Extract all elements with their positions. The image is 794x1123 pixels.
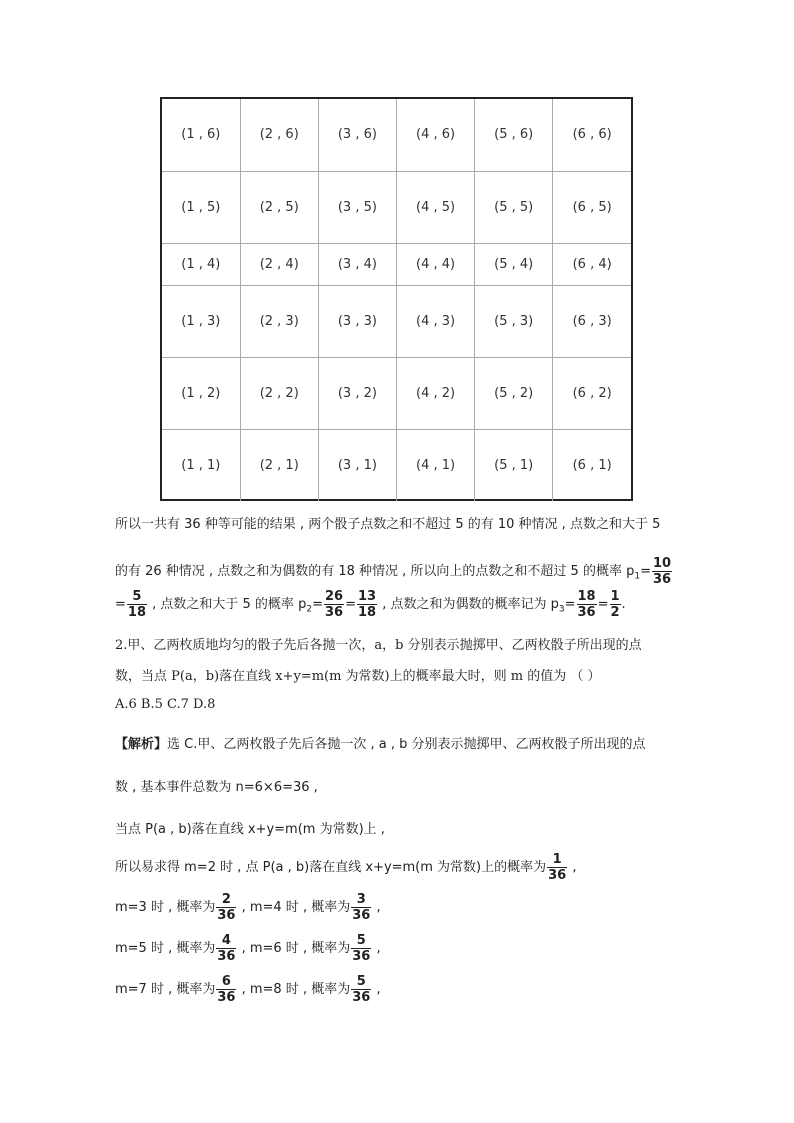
outcome-grid bbox=[160, 97, 633, 501]
fraction-numerator: 1 bbox=[610, 589, 620, 604]
table-cell: (1 , 1) bbox=[162, 429, 240, 501]
comma: , bbox=[372, 900, 381, 915]
table-cell: (5 , 6) bbox=[475, 99, 553, 171]
table-cell: (4 , 3) bbox=[396, 285, 474, 357]
fraction-numerator: 5 bbox=[351, 933, 371, 949]
q2-line1: 2.甲、乙两枚质地均匀的骰子先后各抛一次，a，b 分别表示抛掷甲、乙两枚骰子所出现的点 bbox=[115, 638, 642, 653]
table-cell: (6 , 5) bbox=[553, 171, 631, 243]
table-cell: (3 , 5) bbox=[318, 171, 396, 243]
table-row bbox=[162, 171, 631, 243]
fraction-denominator: 36 bbox=[352, 908, 371, 923]
analysis-line7 bbox=[115, 974, 381, 1005]
fraction-numerator: 4 bbox=[216, 933, 236, 949]
analysis-line7-text-a: m=7 时 , 概率为 bbox=[115, 982, 216, 997]
p2-subscript: 2 bbox=[306, 604, 313, 615]
fraction-4-36 bbox=[216, 933, 236, 964]
analysis-line6 bbox=[115, 933, 381, 964]
table-cell: (5 , 5) bbox=[475, 171, 553, 243]
fraction-denominator: 36 bbox=[352, 990, 371, 1005]
para1-line2-text: 的有 26 种情况 , 点数之和为偶数的有 18 种情况 , 所以向上的点数之和不超过 5 的概率 p bbox=[115, 564, 635, 579]
table-row bbox=[162, 285, 631, 357]
fraction-5-36 bbox=[351, 974, 371, 1005]
analysis-line5 bbox=[115, 892, 381, 923]
table-row bbox=[162, 99, 631, 171]
fraction-numerator: 3 bbox=[351, 892, 371, 908]
fraction-numerator: 6 bbox=[216, 974, 236, 990]
fraction-denominator: 36 bbox=[577, 605, 596, 620]
fraction-18-36 bbox=[577, 589, 597, 620]
table-cell: (5 , 3) bbox=[475, 285, 553, 357]
table-row bbox=[162, 243, 631, 285]
fraction-denominator: 36 bbox=[217, 949, 236, 964]
table-cell: (2 , 3) bbox=[240, 285, 318, 357]
table-cell: (3 , 6) bbox=[318, 99, 396, 171]
table-cell: (2 , 2) bbox=[240, 357, 318, 429]
fraction-numerator: 5 bbox=[351, 974, 371, 990]
outcome-table bbox=[162, 99, 631, 501]
table-cell: (5 , 2) bbox=[475, 357, 553, 429]
para1-line3 bbox=[115, 589, 626, 620]
table-cell: (2 , 4) bbox=[240, 243, 318, 285]
table-cell: (5 , 1) bbox=[475, 429, 553, 501]
analysis-line6-text-b: , m=6 时 , 概率为 bbox=[237, 941, 351, 956]
fraction-denominator: 36 bbox=[548, 868, 567, 883]
equals-sign: = bbox=[564, 597, 576, 612]
para1-line1: 所以一共有 36 种等可能的结果 , 两个骰子点数之和不超过 5 的有 10 种情况 , 点数之和大于 5 bbox=[115, 517, 661, 532]
table-cell: (4 , 1) bbox=[396, 429, 474, 501]
fraction-6-36 bbox=[216, 974, 236, 1005]
table-cell: (1 , 4) bbox=[162, 243, 240, 285]
equals-sign: = bbox=[115, 597, 126, 612]
fraction-numerator: 1 bbox=[547, 852, 567, 868]
fraction-denominator: 36 bbox=[217, 908, 236, 923]
fraction-denominator: 18 bbox=[127, 605, 146, 620]
analysis-line1 bbox=[115, 733, 646, 752]
equals-sign: = bbox=[597, 597, 609, 612]
table-cell: (3 , 4) bbox=[318, 243, 396, 285]
table-cell: (2 , 1) bbox=[240, 429, 318, 501]
fraction-denominator: 18 bbox=[357, 605, 377, 620]
table-row bbox=[162, 357, 631, 429]
table-cell: (3 , 3) bbox=[318, 285, 396, 357]
table-cell: (4 , 4) bbox=[396, 243, 474, 285]
analysis-line5-text-b: , m=4 时 , 概率为 bbox=[237, 900, 351, 915]
table-cell: (4 , 6) bbox=[396, 99, 474, 171]
q2-options: A.6 B.5 C.7 D.8 bbox=[115, 697, 216, 712]
table-cell: (6 , 2) bbox=[553, 357, 631, 429]
fraction-denominator: 36 bbox=[352, 949, 371, 964]
table-cell: (6 , 1) bbox=[553, 429, 631, 501]
fraction-13-18 bbox=[357, 589, 377, 620]
fraction-denominator: 36 bbox=[324, 605, 344, 620]
table-row bbox=[162, 429, 631, 501]
comma: , bbox=[568, 860, 577, 875]
fraction-numerator: 2 bbox=[216, 892, 236, 908]
fraction-2-36 bbox=[216, 892, 236, 923]
table-cell: (3 , 1) bbox=[318, 429, 396, 501]
analysis-line6-text-a: m=5 时 , 概率为 bbox=[115, 941, 216, 956]
fraction-10-36 bbox=[652, 556, 672, 587]
para1-line2 bbox=[115, 556, 673, 587]
fraction-1-36 bbox=[547, 852, 567, 883]
p3-subscript: 3 bbox=[558, 604, 565, 615]
table-cell: (1 , 2) bbox=[162, 357, 240, 429]
fraction-numerator: 26 bbox=[324, 589, 344, 604]
equals-sign: = bbox=[312, 597, 323, 612]
comma: , bbox=[372, 982, 381, 997]
fraction-numerator: 18 bbox=[577, 589, 596, 604]
fraction-5-18 bbox=[127, 589, 147, 620]
table-cell: (6 , 3) bbox=[553, 285, 631, 357]
fraction-3-36 bbox=[351, 892, 371, 923]
analysis-line4 bbox=[115, 852, 577, 883]
table-cell: (5 , 4) bbox=[475, 243, 553, 285]
table-cell: (4 , 2) bbox=[396, 357, 474, 429]
fraction-1-2 bbox=[610, 589, 621, 620]
analysis-line4-text: 所以易求得 m=2 时 , 点 P(a , b)落在直线 x+y=m(m 为常数)上的概率为 bbox=[115, 860, 547, 875]
fraction-denominator: 36 bbox=[652, 572, 672, 587]
analysis-line3: 当点 P(a , b)落在直线 x+y=m(m 为常数)上 , bbox=[115, 822, 385, 837]
fraction-5-36 bbox=[351, 933, 371, 964]
fraction-numerator: 5 bbox=[127, 589, 147, 605]
analysis-tag: 【解析】 bbox=[115, 737, 168, 752]
table-cell: (2 , 5) bbox=[240, 171, 318, 243]
table-cell: (6 , 4) bbox=[553, 243, 631, 285]
table-cell: (1 , 5) bbox=[162, 171, 240, 243]
p1-subscript: 1 bbox=[634, 571, 641, 582]
analysis-line7-text-b: , m=8 时 , 概率为 bbox=[237, 982, 351, 997]
table-cell: (3 , 2) bbox=[318, 357, 396, 429]
fraction-denominator: 2 bbox=[610, 605, 620, 620]
table-cell: (1 , 6) bbox=[162, 99, 240, 171]
fraction-denominator: 36 bbox=[217, 990, 236, 1005]
table-cell: (1 , 3) bbox=[162, 285, 240, 357]
fraction-26-36 bbox=[324, 589, 344, 620]
period: . bbox=[621, 597, 626, 612]
para1-line3-text-b: , 点数之和大于 5 的概率 p bbox=[148, 597, 307, 612]
comma: , bbox=[372, 941, 381, 956]
para1-line3-text-c: , 点数之和为偶数的概率记为 p bbox=[378, 597, 559, 612]
analysis-line1-text: 选 C.甲、乙两枚骰子先后各抛一次 , a , b 分别表示抛掷甲、乙两枚骰子所出现的点 bbox=[167, 737, 646, 752]
equals-sign: = bbox=[345, 597, 356, 612]
equals-sign: = bbox=[640, 564, 651, 579]
analysis-line5-text-a: m=3 时 , 概率为 bbox=[115, 900, 216, 915]
fraction-numerator: 10 bbox=[652, 556, 672, 571]
fraction-numerator: 13 bbox=[357, 589, 377, 604]
analysis-line2: 数 , 基本事件总数为 n=6×6=36 , bbox=[115, 780, 318, 795]
table-cell: (2 , 6) bbox=[240, 99, 318, 171]
table-cell: (4 , 5) bbox=[396, 171, 474, 243]
q2-line2: 数，当点 P(a，b)落在直线 x+y=m(m 为常数)上的概率最大时，则 m 的值为 （ ） bbox=[115, 669, 601, 684]
table-cell: (6 , 6) bbox=[553, 99, 631, 171]
